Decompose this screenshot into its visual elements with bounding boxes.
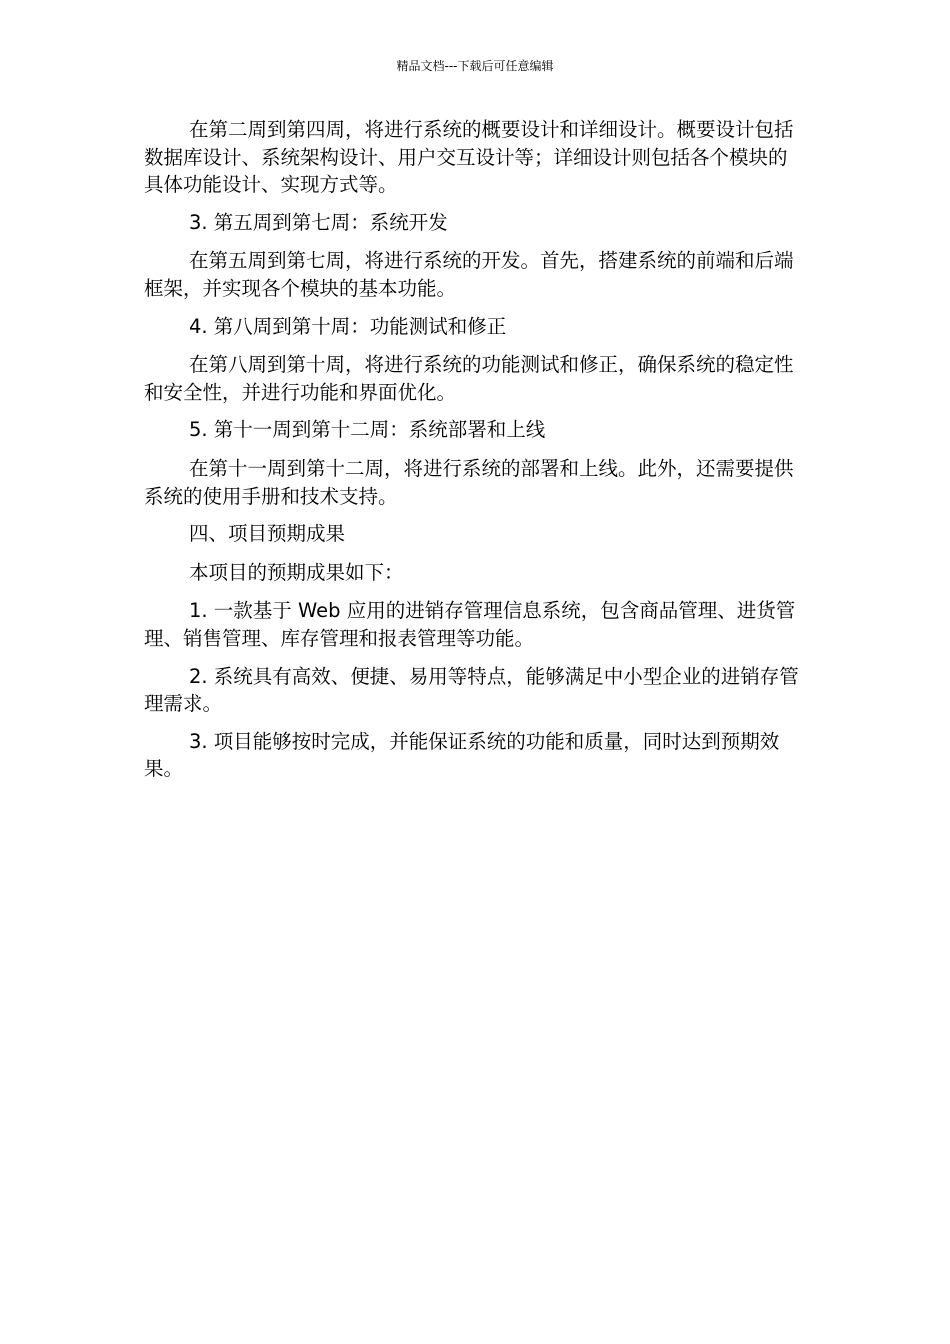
paragraph-design-phase: 在第二周到第四周，将进行系统的概要设计和详细设计。概要设计包括数据库设计、系统架构设计、用户交互设计等；详细设计则包括各个模块的具体功能设计、实现方式等。 <box>144 118 794 197</box>
section-heading-expected-results: 四、项目预期成果 <box>189 522 346 546</box>
result-item-1: 1. 一款基于 Web 应用的进销存管理信息系统，包含商品管理、进货管理、销售管理、库存管理和报表管理等功能。 <box>144 599 796 650</box>
paragraph-testing-phase: 在第八周到第十周，将进行系统的功能测试和修正，确保系统的稳定性和安全性，并进行功能和界面优化。 <box>144 353 794 404</box>
intro-expected-results: 本项目的预期成果如下： <box>189 560 404 584</box>
page-header: 精品文档---下载后可任意编辑 <box>396 59 554 73</box>
result-item-3: 3. 项目能够按时完成，并能保证系统的功能和质量，同时达到预期效果。 <box>144 729 780 781</box>
paragraph-development-phase: 在第五周到第七周，将进行系统的开发。首先，搭建系统的前端和后端框架，并实现各个模块的基本功能。 <box>144 249 794 300</box>
document-body <box>144 116 800 793</box>
section-heading-development: 3. 第五周到第七周：系统开发 <box>189 210 448 234</box>
section-heading-deployment: 5. 第十一周到第十二周：系统部署和上线 <box>189 418 546 442</box>
result-item-2: 2. 系统具有高效、便捷、易用等特点，能够满足中小型企业的进销存管理需求。 <box>144 664 799 716</box>
paragraph-deployment-phase: 在第十一周到第十二周，将进行系统的部署和上线。此外，还需要提供系统的使用手册和技术支持。 <box>144 456 794 508</box>
section-heading-testing: 4. 第八周到第十周：功能测试和修正 <box>189 314 507 338</box>
